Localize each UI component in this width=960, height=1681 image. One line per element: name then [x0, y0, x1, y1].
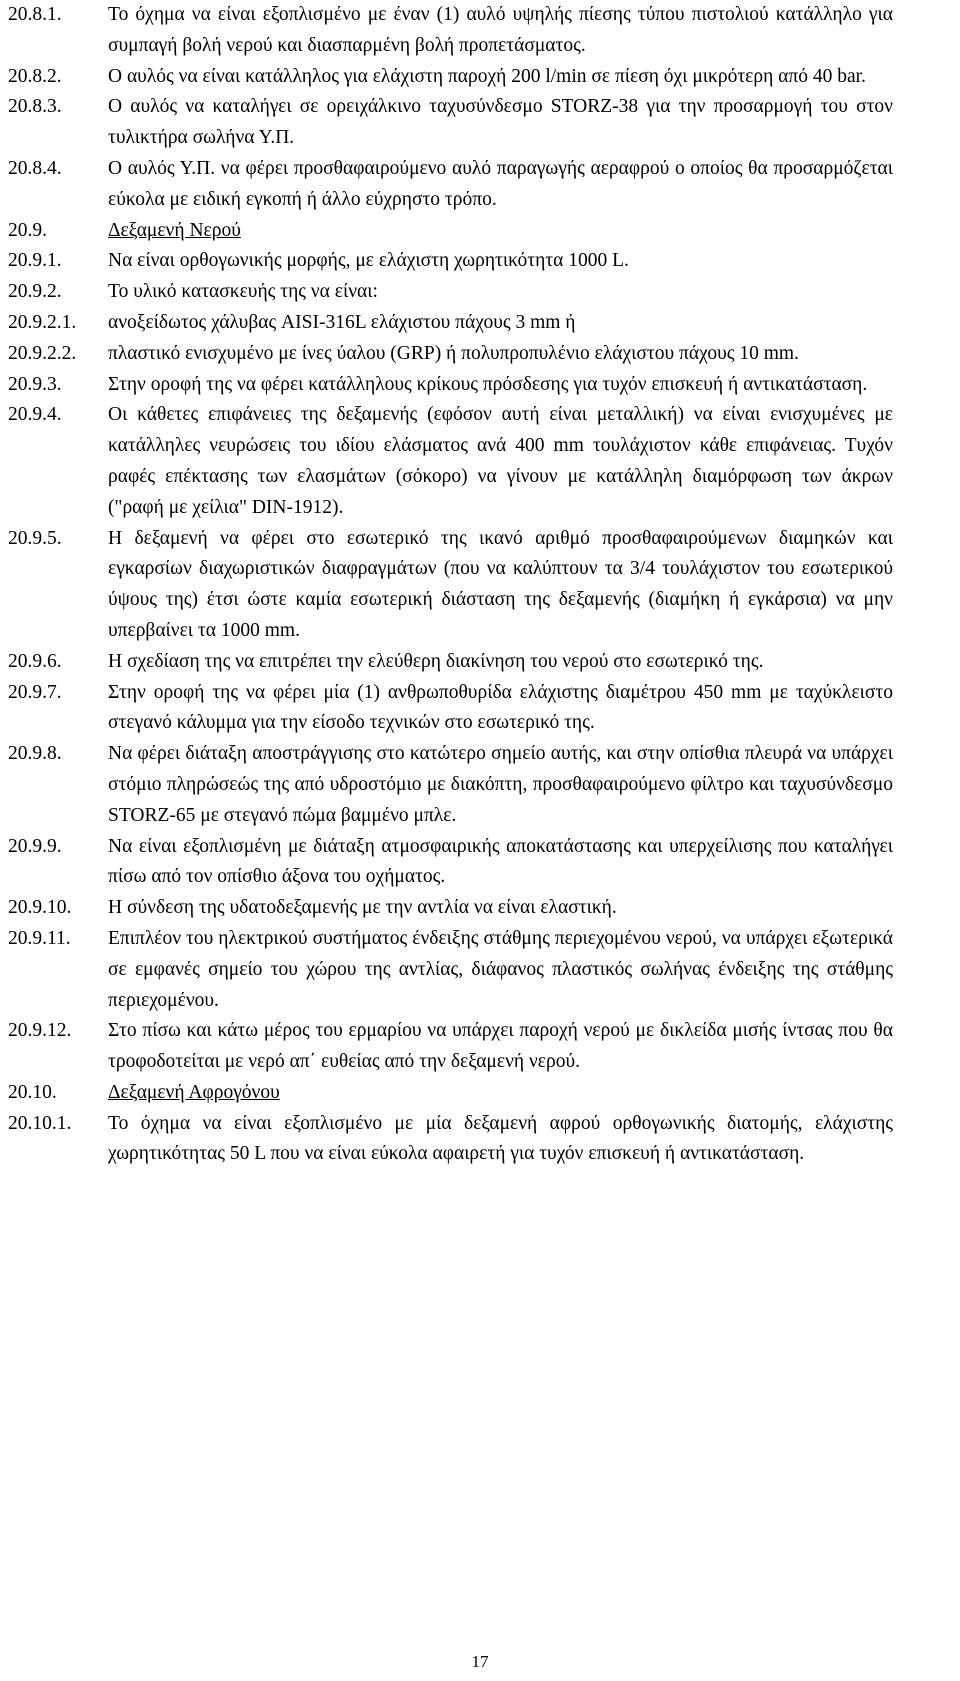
- item-text: Να είναι εξοπλισμένη με διάταξη ατμοσφαιρικής αποκατάστασης και υπερχείλισης που καταλήγει πίσω από τον οπίσθιο άξονα του οχήματος.: [108, 835, 893, 888]
- item-text: Οι κάθετες επιφάνειες της δεξαμενής (εφόσον αυτή είναι μεταλλική) να είναι ενισχυμένες με κατάλληλες νευρώσεις του ιδίου ελάσματος ανά 400 mm τουλάχιστον κάθε επιφάνειας. Τυχόν ραφές επέκτασης των ελασμάτων (σόκορο) να γίνουν με κατάλληλη διαμόρφωση των άκρων ("ραφή με χείλια" DIN-1912).: [108, 404, 893, 518]
- item-number: 20.9.3.: [8, 373, 62, 395]
- item-text: Στο πίσω και κάτω μέρος του ερμαρίου να υπάρχει παροχή νερού με δικλείδα μισής ίντσας που θα τροφοδοτείται με νερό απ΄ ευθείας από την δεξαμενή νερού.: [108, 1020, 893, 1073]
- item-text: Να φέρει διάταξη αποστράγγισης στο κατώτερο σημείο αυτής, και στην οπίσθια πλευρά να υπάρχει στόμιο πληρώσεώς της από υδροστόμιο με διακόπτη, προσθαφαιρούμενο φίλτρο και ταχυσύνδεσμο STORZ-65 με στεγανό πώμα βαμμένο μπλε.: [108, 743, 893, 826]
- item-text: Η σύνδεση της υδατοδεξαμενής με την αντλία να είναι ελαστική.: [108, 897, 617, 919]
- spec-item-20-8-1: [8, 0, 893, 62]
- item-number: 20.9.7.: [8, 681, 62, 703]
- item-number: 20.9.1.: [8, 250, 62, 272]
- item-text: Ο αυλός να καταλήγει σε ορειχάλκινο ταχυσύνδεσμο STORZ-38 για την προσαρμογή του στον τυλικτήρα σωλήνα Υ.Π.: [108, 96, 893, 149]
- item-number: 20.8.3.: [8, 96, 62, 118]
- spec-item-20-9-11: [8, 924, 893, 1016]
- specification-list: [8, 0, 893, 1170]
- spec-item-20-9-7: [8, 678, 893, 740]
- item-text: Ο αυλός να είναι κατάλληλος για ελάχιστη παροχή 200 l/min σε πίεση όχι μικρότερη από 40 bar.: [108, 65, 866, 87]
- spec-item-20-9-5: [8, 524, 893, 647]
- item-number: 20.9.2.: [8, 281, 62, 303]
- item-number: 20.9.4.: [8, 404, 62, 426]
- item-number: 20.9.10.: [8, 897, 72, 919]
- item-text: Η δεξαμενή να φέρει στο εσωτερικό της ικανό αριθμό προσθαφαιρούμενων διαμηκών και εγκαρσίων διαχωριστικών διαφραγμάτων (που να καλύπτουν τα 3/4 τουλάχιστον του εσωτερικού ύψους της) έτσι ώστε καμία εσωτερική διάσταση της δεξαμενής (διαμήκη ή εγκάρσια) να μην υπερβαίνει τα 1000 mm.: [108, 527, 893, 641]
- item-number: 20.9.11.: [8, 927, 71, 949]
- spec-item-20-8-4: [8, 154, 893, 216]
- item-text: Στην οροφή της να φέρει κατάλληλους κρίκους πρόσδεσης για τυχόν επισκευή ή αντικατάσταση.: [108, 373, 868, 395]
- item-number: 20.10.1.: [8, 1112, 72, 1134]
- item-number: 20.8.1.: [8, 4, 62, 25]
- section-number: 20.10.: [8, 1081, 57, 1103]
- item-number: 20.9.6.: [8, 650, 62, 672]
- item-text: Το υλικό κατασκευής της να είναι:: [108, 281, 378, 303]
- spec-item-20-9-3: [8, 370, 893, 401]
- item-text: Το όχημα να είναι εξοπλισμένο με έναν (1) αυλό υψηλής πίεσης τύπου πιστολιού κατάλληλο για συμπαγή βολή νερού και διασπαρμένη βολή προπετάσματος.: [108, 4, 893, 56]
- spec-item-20-9-6: [8, 647, 893, 678]
- section-heading-foam-tank: [8, 1078, 893, 1109]
- spec-item-20-9-1: [8, 246, 893, 277]
- item-text: Το όχημα να είναι εξοπλισμένο με μία δεξαμενή αφρού ορθογωνικής διατομής, ελάχιστης χωρητικότητας 50 L που να είναι εύκολα αφαιρετή για τυχόν επισκευή ή αντικατάσταση.: [108, 1112, 893, 1165]
- item-text: ανοξείδωτος χάλυβας AISI-316L ελάχιστου πάχους 3 mm ή: [108, 311, 576, 333]
- item-text: Η σχεδίαση της να επιτρέπει την ελεύθερη διακίνηση του νερού στο εσωτερικό της.: [108, 650, 764, 672]
- item-number: 20.9.8.: [8, 743, 62, 765]
- item-number: 20.9.12.: [8, 1020, 72, 1042]
- spec-item-20-10-1: [8, 1109, 893, 1171]
- item-text: Επιπλέον του ηλεκτρικού συστήματος ένδειξης στάθμης περιεχομένου νερού, να υπάρχει εξωτερικά σε εμφανές σημείο του χώρου της αντλίας, διάφανος πλαστικός σωλήνας ένδειξης της στάθμης περιεχομένου.: [108, 927, 893, 1011]
- section-title: Δεξαμενή Αφρογόνου: [108, 1081, 280, 1103]
- item-text: πλαστικό ενισχυμένο με ίνες ύαλου (GRP) ή πολυπροπυλένιο ελάχιστου πάχους 10 mm.: [108, 342, 799, 364]
- item-text: Ο αυλός Υ.Π. να φέρει προσθαφαιρούμενο αυλό παραγωγής αεραφρού ο οποίος θα προσαρμόζεται εύκολα με ειδική εγκοπή ή άλλο εύχρηστο τρόπο.: [108, 157, 893, 210]
- section-heading-water-tank: [8, 216, 893, 247]
- section-number: 20.9.: [8, 219, 47, 241]
- spec-item-20-9-12: [8, 1016, 893, 1078]
- item-text: Να είναι ορθογωνικής μορφής, με ελάχιστη χωρητικότητα 1000 L.: [108, 250, 629, 272]
- spec-item-20-9-2: [8, 277, 893, 308]
- spec-item-20-8-2: [8, 62, 893, 93]
- item-text: Στην οροφή της να φέρει μία (1) ανθρωποθυρίδα ελάχιστης διαμέτρου 450 mm με ταχύκλειστο στεγανό κάλυμμα για την είσοδο τεχνικών στο εσωτερικό της.: [108, 681, 893, 734]
- spec-item-20-9-2-1: [8, 308, 893, 339]
- spec-item-20-9-2-2: [8, 339, 893, 370]
- spec-item-20-8-3: [8, 92, 893, 154]
- section-title: Δεξαμενή Νερού: [108, 219, 241, 241]
- item-number: 20.8.4.: [8, 157, 62, 179]
- spec-item-20-9-4: [8, 400, 893, 523]
- item-number: 20.8.2.: [8, 65, 62, 87]
- item-number: 20.9.2.1.: [8, 311, 77, 333]
- spec-item-20-9-9: [8, 832, 893, 894]
- item-number: 20.9.2.2.: [8, 342, 77, 364]
- page-number: 17: [471, 1652, 489, 1671]
- item-number: 20.9.5.: [8, 527, 62, 549]
- item-number: 20.9.9.: [8, 835, 62, 857]
- spec-item-20-9-10: [8, 893, 893, 924]
- spec-item-20-9-8: [8, 739, 893, 831]
